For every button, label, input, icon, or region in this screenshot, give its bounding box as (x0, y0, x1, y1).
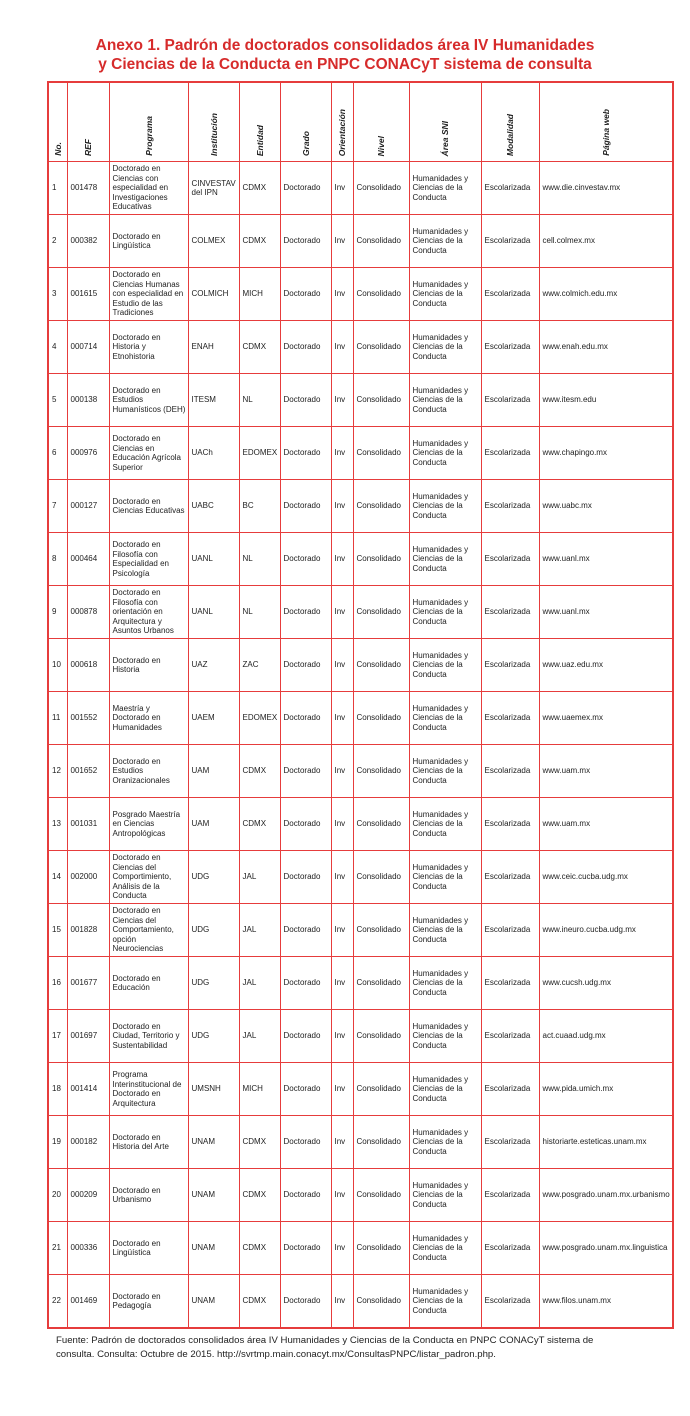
cell-grado: Doctorado (280, 215, 331, 268)
table-row (48, 321, 673, 374)
table-row (48, 851, 673, 904)
cell-grado: Doctorado (280, 586, 331, 639)
cell-orientacion: Inv (331, 1116, 353, 1169)
cell-ref: 002000 (67, 851, 109, 904)
cell-programa: Doctorado en Ciencias en Educación Agrícola Superior (109, 427, 188, 480)
cell-entidad: MICH (239, 268, 280, 321)
cell-area-sni: Humanidades y Ciencias de la Conducta (409, 1169, 481, 1222)
cell-nivel: Consolidado (353, 639, 409, 692)
cell-area-sni: Humanidades y Ciencias de la Conducta (409, 1063, 481, 1116)
cell-institucion: CINVESTAV del IPN (188, 162, 239, 215)
cell-grado: Doctorado (280, 851, 331, 904)
table-row (48, 798, 673, 851)
cell-modalidad: Escolarizada (481, 162, 539, 215)
cell-area-sni: Humanidades y Ciencias de la Conducta (409, 480, 481, 533)
cell-orientacion: Inv (331, 215, 353, 268)
table-row (48, 162, 673, 215)
cell-pagina-web[interactable]: www.itesm.edu (539, 374, 673, 427)
cell-orientacion: Inv (331, 1169, 353, 1222)
cell-no: 9 (48, 586, 67, 639)
cell-orientacion: Inv (331, 1222, 353, 1275)
cell-nivel: Consolidado (353, 1275, 409, 1329)
cell-grado: Doctorado (280, 904, 331, 957)
header-label: Programa (143, 116, 154, 156)
header-col-pagina-web (539, 82, 673, 162)
header-label: No. (52, 142, 63, 156)
cell-programa: Posgrado Maestría en Ciencias Antropológicas (109, 798, 188, 851)
cell-ref: 000127 (67, 480, 109, 533)
doctorates-table (47, 81, 674, 1329)
cell-pagina-web[interactable]: www.chapingo.mx (539, 427, 673, 480)
cell-orientacion: Inv (331, 162, 353, 215)
cell-nivel: Consolidado (353, 162, 409, 215)
cell-modalidad: Escolarizada (481, 1063, 539, 1116)
cell-programa: Doctorado en Ciencias Humanas con especialidad en Estudio de las Tradiciones (109, 268, 188, 321)
cell-orientacion: Inv (331, 745, 353, 798)
cell-modalidad: Escolarizada (481, 639, 539, 692)
table-row (48, 1275, 673, 1329)
source-footnote (56, 1334, 656, 1362)
cell-no: 1 (48, 162, 67, 215)
table-row (48, 480, 673, 533)
cell-institucion: UANL (188, 533, 239, 586)
cell-orientacion: Inv (331, 1010, 353, 1063)
cell-modalidad: Escolarizada (481, 957, 539, 1010)
cell-ref: 001615 (67, 268, 109, 321)
cell-modalidad: Escolarizada (481, 374, 539, 427)
cell-institucion: COLMICH (188, 268, 239, 321)
cell-modalidad: Escolarizada (481, 1275, 539, 1329)
cell-ref: 000382 (67, 215, 109, 268)
cell-ref: 000878 (67, 586, 109, 639)
cell-nivel: Consolidado (353, 851, 409, 904)
footnote-line-2: consulta. Consulta: Octubre de 2015. http://svrtmp.main.conacyt.mx/ConsultasPNPC/listar_padron.php. (56, 1349, 496, 1360)
cell-pagina-web[interactable]: www.pida.umich.mx (539, 1063, 673, 1116)
cell-institucion: UNAM (188, 1116, 239, 1169)
table-row (48, 1222, 673, 1275)
cell-area-sni: Humanidades y Ciencias de la Conducta (409, 321, 481, 374)
cell-pagina-web[interactable]: www.cucsh.udg.mx (539, 957, 673, 1010)
cell-institucion: UABC (188, 480, 239, 533)
header-label: Institución (208, 113, 219, 156)
table-row (48, 692, 673, 745)
cell-grado: Doctorado (280, 1116, 331, 1169)
cell-modalidad: Escolarizada (481, 745, 539, 798)
cell-pagina-web[interactable]: www.ineuro.cucba.udg.mx (539, 904, 673, 957)
table-row (48, 268, 673, 321)
cell-entidad: EDOMEX (239, 692, 280, 745)
cell-programa: Doctorado en Ciencias con especialidad en Investigaciones Educativas (109, 162, 188, 215)
cell-nivel: Consolidado (353, 1169, 409, 1222)
cell-entidad: CDMX (239, 162, 280, 215)
cell-pagina-web[interactable]: www.ceic.cucba.udg.mx (539, 851, 673, 904)
cell-area-sni: Humanidades y Ciencias de la Conducta (409, 957, 481, 1010)
footnote-line-1: Fuente: Padrón de doctorados consolidados área IV Humanidades y Ciencias de la Conducta en PNPC CONACyT sistema de (56, 1335, 594, 1346)
cell-ref: 000182 (67, 1116, 109, 1169)
cell-institucion: UACh (188, 427, 239, 480)
cell-ref: 001828 (67, 904, 109, 957)
cell-programa: Doctorado en Ciencias Educativas (109, 480, 188, 533)
cell-modalidad: Escolarizada (481, 427, 539, 480)
cell-orientacion: Inv (331, 480, 353, 533)
table-row (48, 639, 673, 692)
cell-nivel: Consolidado (353, 215, 409, 268)
cell-entidad: BC (239, 480, 280, 533)
cell-institucion: UMSNH (188, 1063, 239, 1116)
cell-grado: Doctorado (280, 1010, 331, 1063)
table-row (48, 957, 673, 1010)
cell-grado: Doctorado (280, 639, 331, 692)
cell-grado: Doctorado (280, 1275, 331, 1329)
cell-ref: 001677 (67, 957, 109, 1010)
cell-no: 18 (48, 1063, 67, 1116)
cell-ref: 000618 (67, 639, 109, 692)
cell-pagina-web[interactable]: www.enah.edu.mx (539, 321, 673, 374)
cell-institucion: UDG (188, 957, 239, 1010)
cell-entidad: JAL (239, 851, 280, 904)
cell-nivel: Consolidado (353, 1222, 409, 1275)
cell-orientacion: Inv (331, 586, 353, 639)
cell-entidad: CDMX (239, 1169, 280, 1222)
cell-institucion: UDG (188, 904, 239, 957)
cell-pagina-web[interactable]: www.uanl.mx (539, 586, 673, 639)
cell-nivel: Consolidado (353, 321, 409, 374)
cell-area-sni: Humanidades y Ciencias de la Conducta (409, 639, 481, 692)
table-row (48, 427, 673, 480)
cell-no: 19 (48, 1116, 67, 1169)
cell-nivel: Consolidado (353, 798, 409, 851)
cell-ref: 001552 (67, 692, 109, 745)
cell-area-sni: Humanidades y Ciencias de la Conducta (409, 215, 481, 268)
cell-institucion: UAZ (188, 639, 239, 692)
cell-pagina-web[interactable]: www.uabc.mx (539, 480, 673, 533)
cell-no: 15 (48, 904, 67, 957)
cell-pagina-web[interactable]: www.die.cinvestav.mx (539, 162, 673, 215)
cell-modalidad: Escolarizada (481, 268, 539, 321)
cell-modalidad: Escolarizada (481, 798, 539, 851)
cell-orientacion: Inv (331, 692, 353, 745)
cell-pagina-web[interactable]: historiarte.esteticas.unam.mx (539, 1116, 673, 1169)
table-body (48, 162, 673, 1329)
cell-area-sni: Humanidades y Ciencias de la Conducta (409, 1275, 481, 1329)
cell-entidad: CDMX (239, 215, 280, 268)
cell-programa: Doctorado en Filosofía con Especialidad en Psicología (109, 533, 188, 586)
cell-institucion: UDG (188, 1010, 239, 1063)
cell-orientacion: Inv (331, 533, 353, 586)
cell-entidad: CDMX (239, 321, 280, 374)
cell-ref: 000209 (67, 1169, 109, 1222)
cell-area-sni: Humanidades y Ciencias de la Conducta (409, 904, 481, 957)
header-label: REF (83, 139, 93, 156)
cell-programa: Doctorado en Historia (109, 639, 188, 692)
cell-no: 3 (48, 268, 67, 321)
cell-nivel: Consolidado (353, 1010, 409, 1063)
cell-modalidad: Escolarizada (481, 480, 539, 533)
cell-orientacion: Inv (331, 798, 353, 851)
cell-nivel: Consolidado (353, 533, 409, 586)
cell-area-sni: Humanidades y Ciencias de la Conducta (409, 1222, 481, 1275)
table-row (48, 533, 673, 586)
cell-programa: Doctorado en Historia del Arte (109, 1116, 188, 1169)
cell-pagina-web[interactable]: www.uaz.edu.mx (539, 639, 673, 692)
header-col-grado (280, 82, 331, 162)
table-row (48, 1063, 673, 1116)
cell-institucion: ITESM (188, 374, 239, 427)
cell-pagina-web[interactable]: www.uam.mx (539, 745, 673, 798)
cell-entidad: NL (239, 374, 280, 427)
cell-pagina-web[interactable]: www.posgrado.unam.mx.urbanismo (539, 1169, 673, 1222)
table-row (48, 1116, 673, 1169)
cell-entidad: CDMX (239, 1222, 280, 1275)
cell-modalidad: Escolarizada (481, 1010, 539, 1063)
header-col-area-sni (409, 82, 481, 162)
cell-pagina-web[interactable]: www.uam.mx (539, 798, 673, 851)
cell-area-sni: Humanidades y Ciencias de la Conducta (409, 745, 481, 798)
cell-modalidad: Escolarizada (481, 692, 539, 745)
cell-programa: Doctorado en Ciencias del Comportamiento, opción Neurociencias (109, 904, 188, 957)
cell-entidad: CDMX (239, 1116, 280, 1169)
cell-ref: 001469 (67, 1275, 109, 1329)
header-label: Grado (300, 130, 311, 156)
cell-orientacion: Inv (331, 639, 353, 692)
cell-programa: Doctorado en Estudios Oranizacionales (109, 745, 188, 798)
cell-orientacion: Inv (331, 957, 353, 1010)
cell-grado: Doctorado (280, 1169, 331, 1222)
header-col-institucion (188, 82, 239, 162)
cell-orientacion: Inv (331, 1063, 353, 1116)
header-col-entidad (239, 82, 280, 162)
cell-grado: Doctorado (280, 321, 331, 374)
cell-ref: 000976 (67, 427, 109, 480)
cell-no: 14 (48, 851, 67, 904)
title-line-1: Anexo 1. Padrón de doctorados consolidados área IV Humanidades (95, 37, 595, 54)
cell-modalidad: Escolarizada (481, 533, 539, 586)
cell-entidad: JAL (239, 1010, 280, 1063)
cell-ref: 000138 (67, 374, 109, 427)
cell-programa: Doctorado en Estudios Humanísticos (DEH) (109, 374, 188, 427)
table-row (48, 745, 673, 798)
cell-entidad: MICH (239, 1063, 280, 1116)
cell-no: 21 (48, 1222, 67, 1275)
header-col-modalidad (481, 82, 539, 162)
cell-no: 4 (48, 321, 67, 374)
header-label: Modalidad (505, 113, 515, 156)
cell-nivel: Consolidado (353, 374, 409, 427)
cell-nivel: Consolidado (353, 268, 409, 321)
cell-no: 17 (48, 1010, 67, 1063)
cell-entidad: NL (239, 533, 280, 586)
cell-grado: Doctorado (280, 162, 331, 215)
cell-area-sni: Humanidades y Ciencias de la Conducta (409, 1116, 481, 1169)
cell-orientacion: Inv (331, 1275, 353, 1329)
cell-ref: 001031 (67, 798, 109, 851)
cell-institucion: UDG (188, 851, 239, 904)
cell-entidad: EDOMEX (239, 427, 280, 480)
cell-entidad: CDMX (239, 798, 280, 851)
cell-nivel: Consolidado (353, 1063, 409, 1116)
cell-no: 12 (48, 745, 67, 798)
cell-programa: Doctorado en Lingüística (109, 1222, 188, 1275)
cell-grado: Doctorado (280, 374, 331, 427)
cell-no: 10 (48, 639, 67, 692)
header-label: Orientación (337, 108, 347, 156)
cell-ref: 000336 (67, 1222, 109, 1275)
cell-area-sni: Humanidades y Ciencias de la Conducta (409, 533, 481, 586)
cell-orientacion: Inv (331, 374, 353, 427)
cell-no: 22 (48, 1275, 67, 1329)
title-line-2: y Ciencias de la Conducta en PNPC CONACyT sistema de consulta (98, 56, 592, 73)
cell-area-sni: Humanidades y Ciencias de la Conducta (409, 798, 481, 851)
cell-modalidad: Escolarizada (481, 851, 539, 904)
cell-institucion: UAM (188, 745, 239, 798)
cell-area-sni: Humanidades y Ciencias de la Conducta (409, 162, 481, 215)
cell-institucion: UAEM (188, 692, 239, 745)
cell-ref: 001414 (67, 1063, 109, 1116)
cell-nivel: Consolidado (353, 957, 409, 1010)
cell-pagina-web[interactable]: www.uanl.mx (539, 533, 673, 586)
cell-programa: Doctorado en Ciudad, Territorio y Sustentabilidad (109, 1010, 188, 1063)
table-row (48, 586, 673, 639)
cell-nivel: Consolidado (353, 480, 409, 533)
cell-entidad: JAL (239, 904, 280, 957)
cell-area-sni: Humanidades y Ciencias de la Conducta (409, 268, 481, 321)
cell-entidad: ZAC (239, 639, 280, 692)
cell-programa: Doctorado en Ciencias del Comportimiento, Análisis de la Conducta (109, 851, 188, 904)
cell-orientacion: Inv (331, 904, 353, 957)
cell-programa: Doctorado en Pedagogía (109, 1275, 188, 1329)
cell-programa: Programa Interinstitucional de Doctorado en Arquitectura (109, 1063, 188, 1116)
cell-grado: Doctorado (280, 427, 331, 480)
header-label: Entidad (254, 124, 265, 156)
cell-ref: 000714 (67, 321, 109, 374)
cell-pagina-web[interactable]: act.cuaad.udg.mx (539, 1010, 673, 1063)
cell-no: 8 (48, 533, 67, 586)
cell-nivel: Consolidado (353, 745, 409, 798)
cell-modalidad: Escolarizada (481, 1116, 539, 1169)
cell-modalidad: Escolarizada (481, 215, 539, 268)
cell-grado: Doctorado (280, 798, 331, 851)
cell-no: 11 (48, 692, 67, 745)
table-row (48, 374, 673, 427)
cell-ref: 001697 (67, 1010, 109, 1063)
cell-institucion: UNAM (188, 1275, 239, 1329)
table-row (48, 1010, 673, 1063)
header-col-orientacion (331, 82, 353, 162)
cell-pagina-web[interactable]: www.colmich.edu.mx (539, 268, 673, 321)
cell-programa: Doctorado en Educación (109, 957, 188, 1010)
cell-area-sni: Humanidades y Ciencias de la Conducta (409, 692, 481, 745)
cell-nivel: Consolidado (353, 427, 409, 480)
cell-nivel: Consolidado (353, 904, 409, 957)
cell-no: 16 (48, 957, 67, 1010)
cell-area-sni: Humanidades y Ciencias de la Conducta (409, 586, 481, 639)
cell-entidad: CDMX (239, 1275, 280, 1329)
cell-ref: 000464 (67, 533, 109, 586)
cell-nivel: Consolidado (353, 692, 409, 745)
header-col-nivel (353, 82, 409, 162)
cell-institucion: ENAH (188, 321, 239, 374)
cell-nivel: Consolidado (353, 1116, 409, 1169)
cell-area-sni: Humanidades y Ciencias de la Conducta (409, 374, 481, 427)
cell-modalidad: Escolarizada (481, 1169, 539, 1222)
cell-no: 20 (48, 1169, 67, 1222)
cell-ref: 001478 (67, 162, 109, 215)
cell-programa: Doctorado en Filosofía con orientación en Arquitectura y Asuntos Urbanos (109, 586, 188, 639)
cell-grado: Doctorado (280, 1063, 331, 1116)
cell-modalidad: Escolarizada (481, 1222, 539, 1275)
cell-pagina-web[interactable]: cell.colmex.mx (539, 215, 673, 268)
cell-orientacion: Inv (331, 321, 353, 374)
cell-ref: 001652 (67, 745, 109, 798)
cell-institucion: UNAM (188, 1169, 239, 1222)
cell-no: 7 (48, 480, 67, 533)
cell-orientacion: Inv (331, 268, 353, 321)
cell-grado: Doctorado (280, 480, 331, 533)
cell-programa: Doctorado en Lingüística (109, 215, 188, 268)
header-col-no (48, 82, 67, 162)
cell-grado: Doctorado (280, 692, 331, 745)
cell-modalidad: Escolarizada (481, 904, 539, 957)
cell-grado: Doctorado (280, 533, 331, 586)
cell-grado: Doctorado (280, 745, 331, 798)
cell-modalidad: Escolarizada (481, 586, 539, 639)
table-row (48, 904, 673, 957)
cell-area-sni: Humanidades y Ciencias de la Conducta (409, 1010, 481, 1063)
cell-no: 5 (48, 374, 67, 427)
cell-programa: Doctorado en Urbanismo (109, 1169, 188, 1222)
cell-grado: Doctorado (280, 1222, 331, 1275)
cell-pagina-web[interactable]: www.filos.unam.mx (539, 1275, 673, 1329)
cell-nivel: Consolidado (353, 586, 409, 639)
cell-orientacion: Inv (331, 427, 353, 480)
cell-no: 2 (48, 215, 67, 268)
cell-institucion: UNAM (188, 1222, 239, 1275)
table-row (48, 215, 673, 268)
cell-area-sni: Humanidades y Ciencias de la Conducta (409, 427, 481, 480)
header-label: Nivel (376, 135, 386, 156)
header-label: Página web (600, 109, 611, 156)
header-col-ref (67, 82, 109, 162)
cell-grado: Doctorado (280, 268, 331, 321)
cell-pagina-web[interactable]: www.posgrado.unam.mx.linguistica (539, 1222, 673, 1275)
cell-entidad: JAL (239, 957, 280, 1010)
header-col-programa (109, 82, 188, 162)
table-row (48, 1169, 673, 1222)
cell-entidad: NL (239, 586, 280, 639)
cell-no: 13 (48, 798, 67, 851)
cell-modalidad: Escolarizada (481, 321, 539, 374)
header-row (48, 82, 673, 162)
cell-programa: Doctorado en Historia y Etnohistoria (109, 321, 188, 374)
cell-no: 6 (48, 427, 67, 480)
cell-entidad: CDMX (239, 745, 280, 798)
cell-orientacion: Inv (331, 851, 353, 904)
cell-area-sni: Humanidades y Ciencias de la Conducta (409, 851, 481, 904)
cell-institucion: COLMEX (188, 215, 239, 268)
cell-institucion: UANL (188, 586, 239, 639)
page-title (0, 36, 690, 74)
cell-grado: Doctorado (280, 957, 331, 1010)
header-label: Área SNI (440, 120, 450, 156)
cell-pagina-web[interactable]: www.uaemex.mx (539, 692, 673, 745)
cell-institucion: UAM (188, 798, 239, 851)
cell-programa: Maestría y Doctorado en Humanidades (109, 692, 188, 745)
